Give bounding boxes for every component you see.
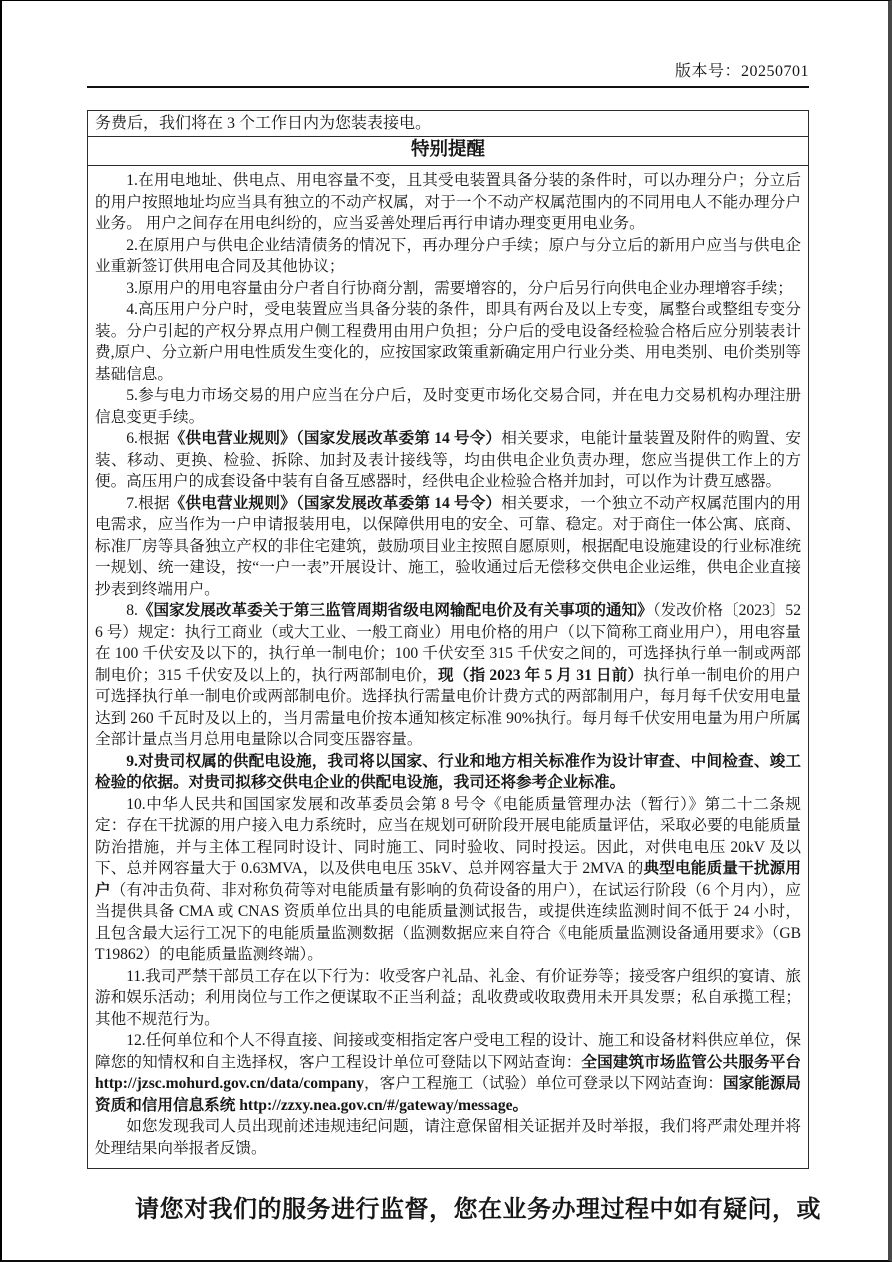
notice-paragraph: 11.我司严禁干部员工存在以下行为：收受客户礼品、礼金、有价证券等；接受客户组织的宴请、旅游和娱乐活动；利用岗位与工作之便谋取不正当利益；乱收费或收取费用未开具发票；私自承揽工程；其他不规范行为。 xyxy=(95,967,801,1028)
notice-paragraph: 12.任何单位和个人不得直接、间接或变相指定客户受电工程的设计、施工和设备材料供应单位，保障您的知情权和自主选择权，客户工程设计单位可登陆以下网站查询：全国建筑市场监管公共服务平台 http://jzsc.mohurd.gov.cn/data/company，客户工程施工（试验）单位可登录以下网站查询：国家能源局资质和信用信息系统 http://zzxy.nea.gov.cn/#/gateway/message。 xyxy=(95,1032,801,1114)
notice-paragraph: 8.《国家发展改革委关于第三监管周期省级电网输配电价及有关事项的通知》（发改价格〔2023〕526 号）规定：执行工商业（或大工业、一般工商业）用电价格的用户（以下简称工商业用户），用电容量在 100 千伏安及以下的，执行单一制电价；100 千伏安至 315 千伏安之间的，可选择执行单一制或两部制电价；315 千伏安及以上的，执行两部制电价，现（指 2023 年 5 月 31 日前）执行单一制电价的用户可选择执行单一制电价或两部制电价。选择执行需量电价计费方式的两部制用户，每月每千伏安用电量达到 260 千瓦时及以上的，当月需量电价按本通知核定标准 90%执行。每月每千伏安用电量为用户所属全部计量点当月总用电量除以合同变压器容量。 xyxy=(95,602,801,748)
notice-paragraph: 2.在原用户与供电企业结清债务的情况下，再办理分户手续；原户与分立后的新用户应当与供电企业重新签订供用电合同及其他协议； xyxy=(95,236,801,275)
document-page xyxy=(2,58,888,1226)
notice-paragraph: 1.在用电地址、供电点、用电容量不变，且其受电装置具备分装的条件时，可以办理分户；分立后的用户按照地址均应当具有独立的不动产权属，对于一个不动产权属范围内的不同用电人不能办理分户业务。 用户之间存在用电纠纷的，应当妥善处理后再行申请办理变更用电业务。 xyxy=(95,172,801,232)
table-row xyxy=(88,137,809,166)
table-row xyxy=(88,166,809,1169)
special-reminder-table xyxy=(87,110,809,1169)
table-row xyxy=(88,111,809,137)
footer-supervision-text: 请您对我们的服务进行监督，您在业务办理过程中如有疑问，或 xyxy=(135,1197,821,1223)
notice-paragraph: 7.根据《供电营业规则》（国家发展改革委第 14 号令）相关要求，一个独立不动产权属范围内的用电需求，应当作为一户申请报装用电，以保障供用电的安全、可靠、稳定。对于商住一体公寓、底商、标准厂房等具备独立产权的非住宅建筑，鼓励项目业主按照自愿原则，根据配电设施建设的行业标准统一规划、统一建设，按“一户一表”开展设计、施工，验收通过后无偿移交供电企业运维，供电企业直接抄表到终端用户。 xyxy=(95,494,801,598)
version-number: 版本号：20250701 xyxy=(674,63,809,80)
header-divider xyxy=(87,86,809,88)
notice-paragraph: 4.高压用户分户时，受电装置应当具备分装的条件，即具有两台及以上专变，属整台或整组专变分装。分户引起的产权分界点用户侧工程费用由用户负担；分户后的受电设备经检验合格后应分别装表计费,原户、分立新户用电性质发生变化的，应按国家政策重新确定用户行业分类、用电类别、电价类别等基础信息。 xyxy=(95,301,801,383)
intro-text: 务费后，我们将在 3 个工作日内为您装表接电。 xyxy=(88,111,809,137)
notice-paragraph: 9.对贵司权属的供配电设施，我司将以国家、行业和地方相关标准作为设计审查、中间检查、竣工检验的依据。对贵司拟移交供电企业的供配电设施，我司还将参考企业标准。 xyxy=(95,752,801,791)
notice-paragraph: 如您发现我司人员出现前述违规违纪问题，请注意保留相关证据并及时举报，我们将严肃处理并将处理结果向举报者反馈。 xyxy=(95,1118,801,1157)
notice-paragraph: 3.原用户的用电容量由分户者自行协商分割，需要增容的，分户后另行向供电企业办理增容手续； xyxy=(126,279,793,297)
notice-paragraph: 10.中华人民共和国国家发展和改革委员会第 8 号令《电能质量管理办法（暂行）》第二十二条规定：存在干扰源的用户接入电力系统时，应当在规划可研阶段开展电能质量评估，采取必要的电能质量防治措施，并与主体工程同时设计、同时施工、同时验收、同时投运。因此，对供电电压 20kV 及以下、总并网容量大于 0.63MVA，以及供电电压 35kV、总并网容量大于 2MVA 的典型电能质量干扰源用户（有冲击负荷、非对称负荷等对电能质量有影响的负荷设备的用户），在试运行阶段（6 个月内），应当提供具备 CMA 或 CNAS 资质单位出具的电能质量测试报告，或提供连续监测时间不低于 24 小时，且包含最大运行工况下的电能质量监测数据（监测数据应来自符合《电能质量监测设备通用要求》（GBT19862）的电能质量监测终端）。 xyxy=(95,795,801,963)
notice-paragraph: 5.参与电力市场交易的用户应当在分户后，及时变更市场化交易合同，并在电力交易机构办理注册信息变更手续。 xyxy=(95,387,801,426)
special-reminder-title: 特别提醒 xyxy=(88,137,809,166)
notice-body xyxy=(88,166,809,1169)
notice-paragraph: 6.根据《供电营业规则》（国家发展改革委第 14 号令）相关要求，电能计量装置及附件的购置、安装、移动、更换、检验、拆除、加封及表计接线等，均由供电企业负责办理，您应当提供工作上的方便。高压用户的成套设备中装有自备互感器时，经供电企业检验合格并加封，可以作为计费互感器。 xyxy=(95,430,801,490)
